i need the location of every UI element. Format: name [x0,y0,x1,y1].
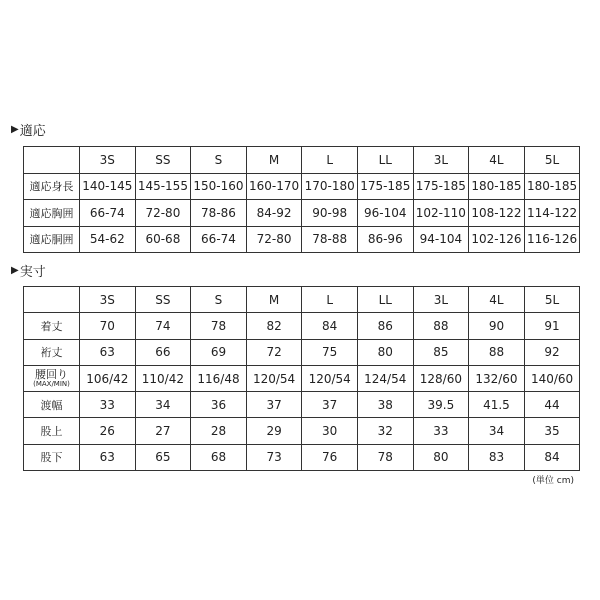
table-cell: 33 [413,418,469,444]
table-cell: 175-185 [413,173,469,200]
table-cell: 32 [357,418,413,444]
table-cell: 44 [524,392,580,418]
table-cell: 37 [246,392,302,418]
table-row [24,226,580,253]
table-cell: 175-185 [357,173,413,200]
table-cell: 72 [246,339,302,365]
table-row [24,392,580,418]
table-cell: 76 [302,444,358,470]
corner-cell [24,287,80,313]
table-cell: 66-74 [191,226,247,253]
table-cell: 84 [524,444,580,470]
table-cell: 124/54 [357,365,413,391]
table-cell: 90-98 [302,200,358,227]
size-header: L [302,287,358,313]
table-cell: 72-80 [135,200,191,227]
table-cell: 86-96 [357,226,413,253]
table-cell: 84 [302,313,358,339]
table-cell: 86 [357,313,413,339]
table-cell: 38 [357,392,413,418]
table-cell: 102-110 [413,200,469,227]
table-cell: 63 [80,444,136,470]
actual-size-table [23,286,580,471]
table-cell: 82 [246,313,302,339]
size-header: 3L [413,287,469,313]
table-cell: 180-185 [469,173,525,200]
row-label: 適応胴囲 [24,226,80,253]
table-cell: 83 [469,444,525,470]
size-header: 4L [469,287,525,313]
size-header: 5L [524,147,580,174]
table-cell: 74 [135,313,191,339]
table-cell: 27 [135,418,191,444]
table-cell: 66-74 [80,200,136,227]
table-cell: 108-122 [469,200,525,227]
table-cell: 65 [135,444,191,470]
table-cell: 84-92 [246,200,302,227]
table-cell: 68 [191,444,247,470]
table-cell: 66 [135,339,191,365]
table-cell: 73 [246,444,302,470]
table-cell: 69 [191,339,247,365]
fit-section-title: 適応 [19,123,46,139]
table-cell: 29 [246,418,302,444]
row-label: 適応胸囲 [24,200,80,227]
table-cell: 106/42 [80,365,136,391]
corner-cell [24,147,80,174]
table-cell: 88 [413,313,469,339]
table-row [24,339,580,365]
table-cell: 102-126 [469,226,525,253]
row-label: 着丈 [24,313,80,339]
table-cell: 114-122 [524,200,580,227]
table-cell: 140/60 [524,365,580,391]
size-header: 3S [80,147,136,174]
table-cell: 78 [191,313,247,339]
table-cell: 72-80 [246,226,302,253]
table-row [24,313,580,339]
table-cell: 120/54 [246,365,302,391]
size-header: SS [135,287,191,313]
table-cell: 90 [469,313,525,339]
table-cell: 110/42 [135,365,191,391]
size-header: LL [357,287,413,313]
triangle-right-icon: ▶ [11,123,19,135]
table-cell: 78-86 [191,200,247,227]
table-cell: 80 [357,339,413,365]
size-header: L [302,147,358,174]
table-cell: 96-104 [357,200,413,227]
table-cell: 88 [469,339,525,365]
table-cell: 75 [302,339,358,365]
table-cell: 116-126 [524,226,580,253]
table-cell: 54-62 [80,226,136,253]
table-header-row [24,287,580,313]
size-header: M [246,147,302,174]
table-cell: 85 [413,339,469,365]
table-cell: 92 [524,339,580,365]
actual-section-title: 実寸 [19,264,46,280]
table-row [24,173,580,200]
row-label: 渡幅 [24,392,80,418]
table-cell: 170-180 [302,173,358,200]
row-label [24,365,80,391]
table-cell: 140-145 [80,173,136,200]
table-cell: 94-104 [413,226,469,253]
size-header: S [191,147,247,174]
table-row [24,444,580,470]
table-cell: 132/60 [469,365,525,391]
size-header: M [246,287,302,313]
table-cell: 60-68 [135,226,191,253]
size-header: 5L [524,287,580,313]
table-row [24,200,580,227]
row-label: 裄丈 [24,339,80,365]
table-header-row [24,147,580,174]
triangle-right-icon: ▶ [11,264,19,276]
table-row [24,418,580,444]
table-cell: 63 [80,339,136,365]
size-header: SS [135,147,191,174]
row-label: 股上 [24,418,80,444]
table-cell: 120/54 [302,365,358,391]
size-header: 3L [413,147,469,174]
table-cell: 145-155 [135,173,191,200]
size-header: 4L [469,147,525,174]
table-cell: 116/48 [191,365,247,391]
size-header: S [191,287,247,313]
row-label-sub: (MAX/MIN) [33,380,70,389]
fit-section-heading [11,121,46,137]
unit-note: (単位 cm) [532,476,574,486]
table-cell: 39.5 [413,392,469,418]
table-cell: 128/60 [413,365,469,391]
table-cell: 34 [469,418,525,444]
table-cell: 80 [413,444,469,470]
table-cell: 41.5 [469,392,525,418]
row-label: 適応身長 [24,173,80,200]
table-cell: 34 [135,392,191,418]
table-cell: 35 [524,418,580,444]
table-row [24,365,580,391]
table-cell: 78-88 [302,226,358,253]
table-cell: 91 [524,313,580,339]
size-header: 3S [80,287,136,313]
table-cell: 30 [302,418,358,444]
table-cell: 36 [191,392,247,418]
table-cell: 150-160 [191,173,247,200]
table-cell: 28 [191,418,247,444]
table-cell: 37 [302,392,358,418]
table-cell: 70 [80,313,136,339]
row-label-main: 腰回り [35,368,68,382]
table-cell: 160-170 [246,173,302,200]
table-cell: 78 [357,444,413,470]
table-cell: 180-185 [524,173,580,200]
row-label: 股下 [24,444,80,470]
table-cell: 33 [80,392,136,418]
size-header: LL [357,147,413,174]
fit-size-table [23,146,580,253]
actual-section-heading [11,262,46,278]
table-cell: 26 [80,418,136,444]
